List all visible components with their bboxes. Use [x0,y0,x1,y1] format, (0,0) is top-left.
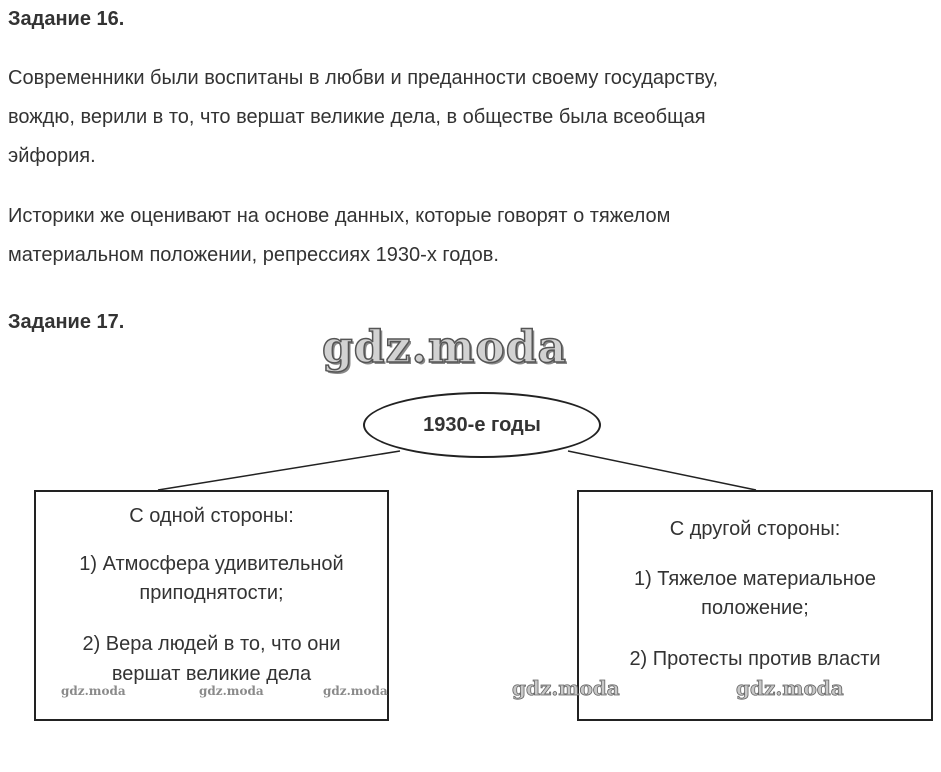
watermark-logo: gdz.moda [322,322,568,373]
left-box-title: С одной стороны: [129,505,294,527]
watermark-small: gdz.moda [61,684,126,698]
connector-right [568,451,756,490]
paragraph-line: вождю, верили в то, что вершат великие дела, в обществе была всеобщая [8,106,706,128]
left-box-item-1-line-2: приподнятости; [139,582,284,604]
right-box-item-1-line-2: положение; [701,597,809,619]
watermark-medium: gdz.moda [512,676,620,700]
left-box-item-2-line-2: вершат великие дела [111,663,312,685]
right-box-title: С другой стороны: [669,518,841,540]
connector-left [158,451,400,490]
diagram-center-oval [363,392,601,458]
paragraph-line: Историки же оценивают на основе данных, которые говорят о тяжелом [8,205,671,227]
left-box-item-1-line-1: 1) Атмосфера удивительной [79,553,344,575]
diagram-center-label: 1930-е годы [423,413,541,436]
task-16-heading: Задание 16. [8,8,125,30]
watermark-small: gdz.moda [323,684,388,698]
paragraph-line: эйфория. [8,145,96,167]
task-17-heading: Задание 17. [8,311,125,333]
paragraph-line: Современники были воспитаны в любви и преданности своему государству, [8,67,719,89]
left-box-item-2-line-1: 2) Вера людей в то, что они [82,633,341,655]
watermark-medium: gdz.moda [736,676,844,700]
watermark-small: gdz.moda [199,684,264,698]
paragraph-line: материальном положении, репрессиях 1930-х годов. [8,244,499,266]
right-box-item-2-line-1: 2) Протесты против власти [629,648,881,670]
right-box-item-1-line-1: 1) Тяжелое материальное [633,568,877,590]
